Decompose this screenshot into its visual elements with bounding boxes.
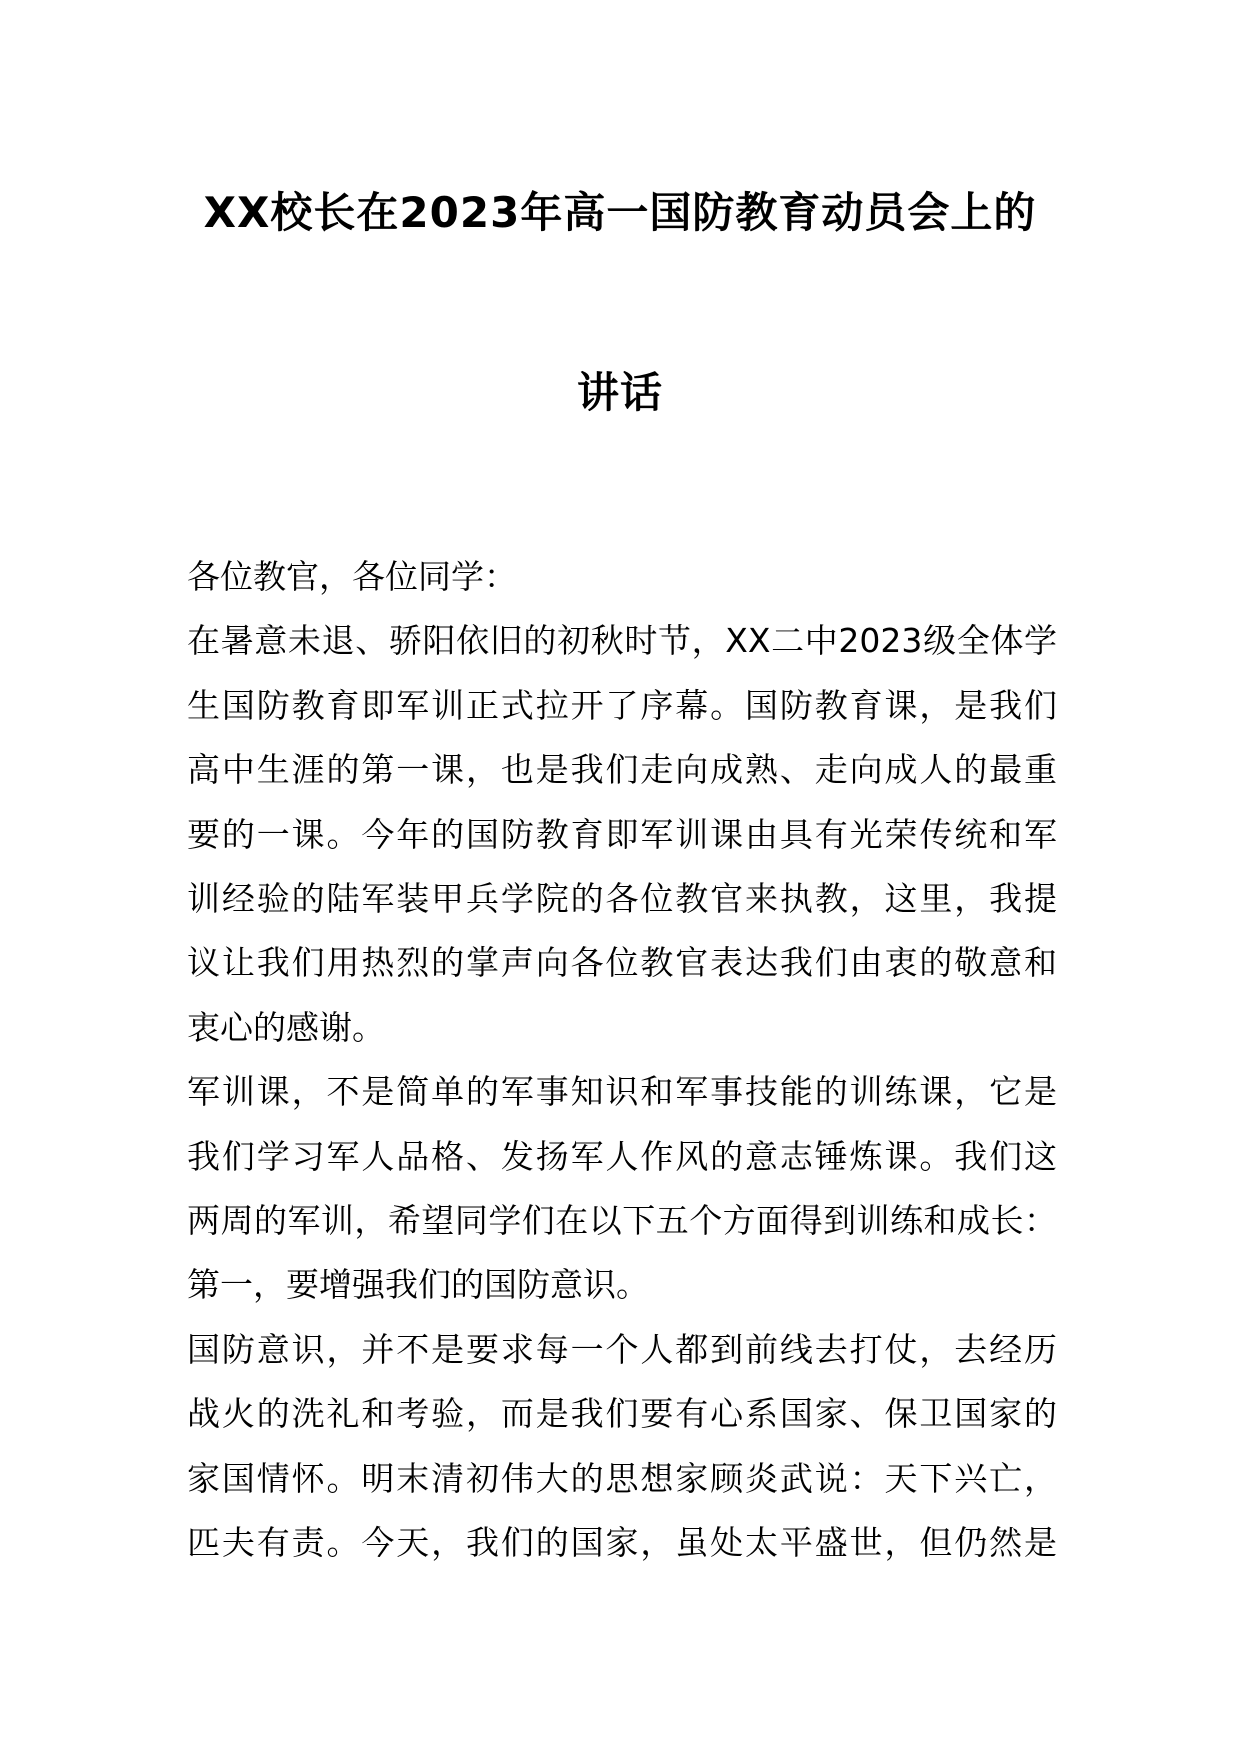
paragraph-line: 生国防教育即军训正式拉开了序幕。国防教育课，是我们 [187, 685, 1057, 725]
paragraph-line: 在暑意未退、骄阳依旧的初秋时节，XX二中2023级全体学 [187, 621, 1057, 661]
paragraph-line: 议让我们用热烈的掌声向各位教官表达我们由衷的敬意和 [187, 943, 1057, 983]
paragraph-line: 第一，要增强我们的国防意识。 [187, 1265, 649, 1305]
paragraph-line: 军训课，不是简单的军事知识和军事技能的训练课，它是 [187, 1072, 1057, 1112]
greeting-line: 各位教官，各位同学： [187, 557, 517, 596]
paragraph-3 [187, 1318, 1057, 1576]
document-title-line-2: 讲话 [576, 368, 663, 417]
paragraph-1 [187, 609, 1057, 1060]
document-title-line-1: XX校长在2023年高一国防教育动员会上的 [203, 188, 1037, 237]
paragraph-line: 战火的洗礼和考验，而是我们要有心系国家、保卫国家的 [187, 1394, 1057, 1434]
paragraph-line: 要的一课。今年的国防教育即军训课由具有光荣传统和军 [187, 814, 1057, 854]
paragraph-line: 匹夫有责。今天，我们的国家，虽处太平盛世，但仍然是 [187, 1523, 1057, 1563]
paragraph-line: 两周的军训，希望同学们在以下五个方面得到训练和成长： [187, 1201, 1057, 1241]
paragraph-2 [187, 1060, 1057, 1318]
paragraph-line: 国防意识，并不是要求每一个人都到前线去打仗，去经历 [187, 1329, 1057, 1369]
document-body [187, 545, 1057, 1576]
paragraph-line: 我们学习军人品格、发扬军人作风的意志锤炼课。我们这 [187, 1136, 1057, 1176]
paragraph-line: 训经验的陆军装甲兵学院的各位教官来执教，这里，我提 [187, 879, 1057, 919]
paragraph-line: 高中生涯的第一课，也是我们走向成熟、走向成人的最重 [187, 750, 1057, 790]
paragraph-line: 家国情怀。明末清初伟大的思想家顾炎武说：天下兴亡， [187, 1458, 1057, 1498]
paragraph-line: 衷心的感谢。 [187, 1007, 385, 1047]
